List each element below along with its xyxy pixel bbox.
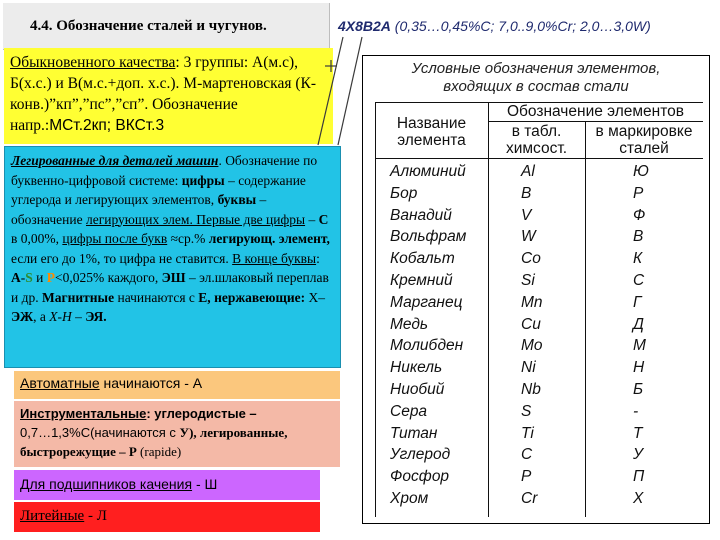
alloy-text-14: – [71, 309, 86, 324]
col-header-name [375, 115, 488, 149]
element-symbol-cell: Si [521, 272, 535, 289]
table-caption-line-1: Условные обозначения элементов, [411, 60, 661, 77]
alloy-bold-3: нержавеющие: [210, 289, 306, 305]
element-mark-cell: С [633, 272, 645, 289]
tool-steels-text-3: ), легированные, быстрорежущие – Р [20, 425, 288, 459]
col-header-mark-line-1: в маркировке [595, 123, 693, 140]
alloyed-steels-box [4, 146, 341, 368]
table-header-border [375, 158, 703, 159]
automatic-steels-box [14, 371, 340, 399]
alloy-xn: Х-Н [49, 309, 72, 324]
element-symbol-cell: Mo [521, 337, 543, 355]
element-name-cell: Ниобий [390, 381, 445, 398]
alloy-eya: ЭЯ. [85, 309, 107, 324]
header-bar [3, 3, 330, 50]
alloy-text-13: , а [33, 309, 50, 324]
element-symbol-cell: Ti [521, 424, 534, 442]
element-symbol-cell: Al [521, 163, 535, 180]
element-mark-cell: У [633, 446, 643, 464]
steel-grade: 4Х8В2А [338, 18, 391, 34]
element-symbol-cell: Ni [521, 359, 536, 377]
element-name-cell: Никель [390, 359, 443, 377]
table-left-border [375, 102, 376, 517]
alloy-a-letter: А [11, 270, 21, 285]
element-symbol-cell: S [521, 402, 532, 420]
alloy-underlined-2: цифры после букв [62, 231, 168, 246]
cast-steels-box [14, 502, 320, 532]
col-header-name-line-1: Название [396, 115, 467, 132]
alloy-bold-2: Магнитные [41, 289, 115, 305]
alloy-e-letter: Е, [198, 289, 211, 305]
element-mark-cell: - [633, 402, 639, 420]
alloy-text-10: – эл.шлаковый переплав и др. [11, 270, 329, 305]
alloy-text-2: – содержание углерода и легирующих элементов, [11, 172, 306, 207]
element-symbol-cell: C [521, 446, 533, 464]
element-name-cell: Бор [390, 184, 418, 202]
elements-table [375, 102, 703, 517]
alloy-dash: - [20, 270, 26, 285]
cast-steels-text: - Л [84, 508, 107, 524]
element-mark-cell: Д [633, 315, 644, 333]
col-header-name-line-2: элемента [397, 132, 466, 149]
alloyed-steels-title: Легированные для деталей машин [11, 153, 219, 168]
alloy-text-11: начинаются с [114, 289, 199, 305]
element-mark-cell: Ф [633, 206, 646, 224]
alloy-text-5: в 0,00%, [11, 231, 63, 246]
alloy-p-letter: Р [46, 270, 55, 285]
table-caption [363, 60, 709, 96]
steel-grade-example [338, 18, 718, 34]
element-symbol-cell: P [521, 468, 532, 486]
ordinary-quality-title: Обыкновенного качества [10, 54, 176, 71]
element-name-cell: Ванадий [390, 206, 452, 224]
element-name-cell: Вольфрам [390, 228, 467, 246]
element-mark-cell: Ю [633, 163, 649, 180]
alloy-s-letter: S [25, 270, 33, 285]
element-name-cell: Фосфор [390, 468, 450, 486]
tool-steels-box [14, 401, 340, 467]
col-header-symbol [488, 123, 585, 157]
alloy-ezh: ЭЖ [11, 309, 34, 324]
bearing-steels-text: - Ш [192, 476, 218, 492]
element-mark-cell: Г [633, 293, 642, 311]
table-col-divider-1 [488, 102, 489, 517]
col-header-symbol-line-1: в табл. [511, 123, 562, 140]
col-header-symbol-line-2: химсост. [505, 140, 568, 157]
alloy-text-9: <0,025% каждого, [55, 270, 162, 285]
element-mark-cell: Х [633, 490, 644, 507]
tool-steels-text-2: 0,7…1,3%С(начинаются с [20, 425, 180, 440]
alloy-text-8: : [316, 250, 320, 266]
element-symbol-cell: Nb [521, 381, 541, 398]
tool-steels-text-4: (rapide) [140, 444, 182, 459]
automatic-steels-text: начинаются - А [99, 375, 203, 391]
element-mark-cell: В [633, 228, 644, 246]
alloy-text-6: ≈ср.% [167, 231, 209, 246]
page-title: 4.4. Обозначение сталей и чугунов. [30, 18, 267, 34]
alloy-text-3: –обозначение [11, 192, 267, 227]
element-mark-cell: П [633, 468, 645, 486]
element-name-cell: Хром [390, 490, 429, 507]
element-name-cell: Кобальт [390, 250, 455, 268]
tool-steels-title: Инструментальные [20, 406, 147, 421]
alloy-text-7: если его до 1%, то цифра не ставится. [11, 250, 233, 266]
element-name-cell: Углерод [390, 446, 451, 464]
element-symbol-cell: Mn [521, 293, 543, 311]
automatic-steels-title: Автоматные [20, 375, 100, 391]
alloy-underlined-1: легирующих элем. Первые две цифры [85, 211, 306, 227]
element-symbol-cell: B [521, 184, 532, 202]
alloy-text-4: – [305, 211, 319, 227]
element-symbol-cell: Co [521, 250, 541, 268]
table-group-divider [488, 121, 703, 122]
element-mark-cell: М [633, 337, 646, 355]
col-header-group: Обозначение элементов [506, 103, 685, 120]
table-col-divider-2 [585, 121, 586, 517]
alloy-text-1: . Обозначение по буквенно-цифровой системе: [11, 153, 318, 188]
bearing-steels-title: Для подшипников качения [20, 476, 193, 492]
element-mark-cell: К [633, 250, 643, 268]
alloy-bold-1: легирующ. элемент, [208, 231, 330, 246]
alloy-and-word: и [32, 270, 47, 285]
ordinary-quality-text: : 3 группы: А(м.с), Б(х.с.) и В(м.с.+доп. х.с.). М-мартеновская (К-конв.)”кп”,”пс”,”сп”. Обозначение напр.: [10, 54, 317, 134]
ordinary-quality-example: МСт.2кп; ВКСт.3 [49, 117, 165, 134]
element-mark-cell: Р [633, 184, 644, 202]
connector-line-right [338, 37, 362, 145]
alloy-letters-word: буквы [217, 192, 257, 207]
alloy-c-letter: С [318, 211, 329, 227]
element-name-cell: Медь [390, 315, 429, 333]
alloy-esh: ЭШ [161, 270, 186, 285]
alloy-digits-word: цифры [181, 172, 225, 188]
table-caption-line-2: входящих в состав стали [443, 78, 629, 95]
element-name-cell: Кремний [390, 272, 453, 289]
alloy-underlined-3: В конце буквы [232, 250, 317, 266]
col-header-mark [585, 123, 703, 157]
tool-steels-u-letter: У [179, 425, 190, 440]
elements-table-panel [362, 55, 710, 524]
steel-grade-details: (0,35…0,45%С; 7,0..9,0%Cr; 2,0…3,0W) [390, 18, 651, 34]
cast-steels-title: Литейные [20, 508, 85, 524]
element-mark-cell: Б [633, 381, 644, 398]
element-mark-cell: Т [633, 424, 643, 442]
element-name-cell: Титан [390, 424, 438, 442]
alloy-text-12: Х– [305, 289, 326, 305]
element-symbol-cell: Cr [521, 490, 538, 507]
element-name-cell: Сера [390, 402, 428, 420]
element-symbol-cell: V [521, 206, 532, 224]
element-symbol-cell: Cu [521, 315, 541, 333]
element-name-cell: Марганец [390, 293, 463, 311]
bearing-steels-box [14, 470, 320, 500]
tool-steels-text-1: : углеродистые – [146, 406, 257, 421]
element-symbol-cell: W [521, 228, 536, 246]
element-mark-cell: Н [633, 359, 645, 377]
ordinary-quality-box [4, 48, 333, 144]
element-name-cell: Алюминий [390, 163, 466, 180]
col-header-mark-line-2: сталей [619, 140, 669, 157]
element-name-cell: Молибден [390, 337, 464, 355]
